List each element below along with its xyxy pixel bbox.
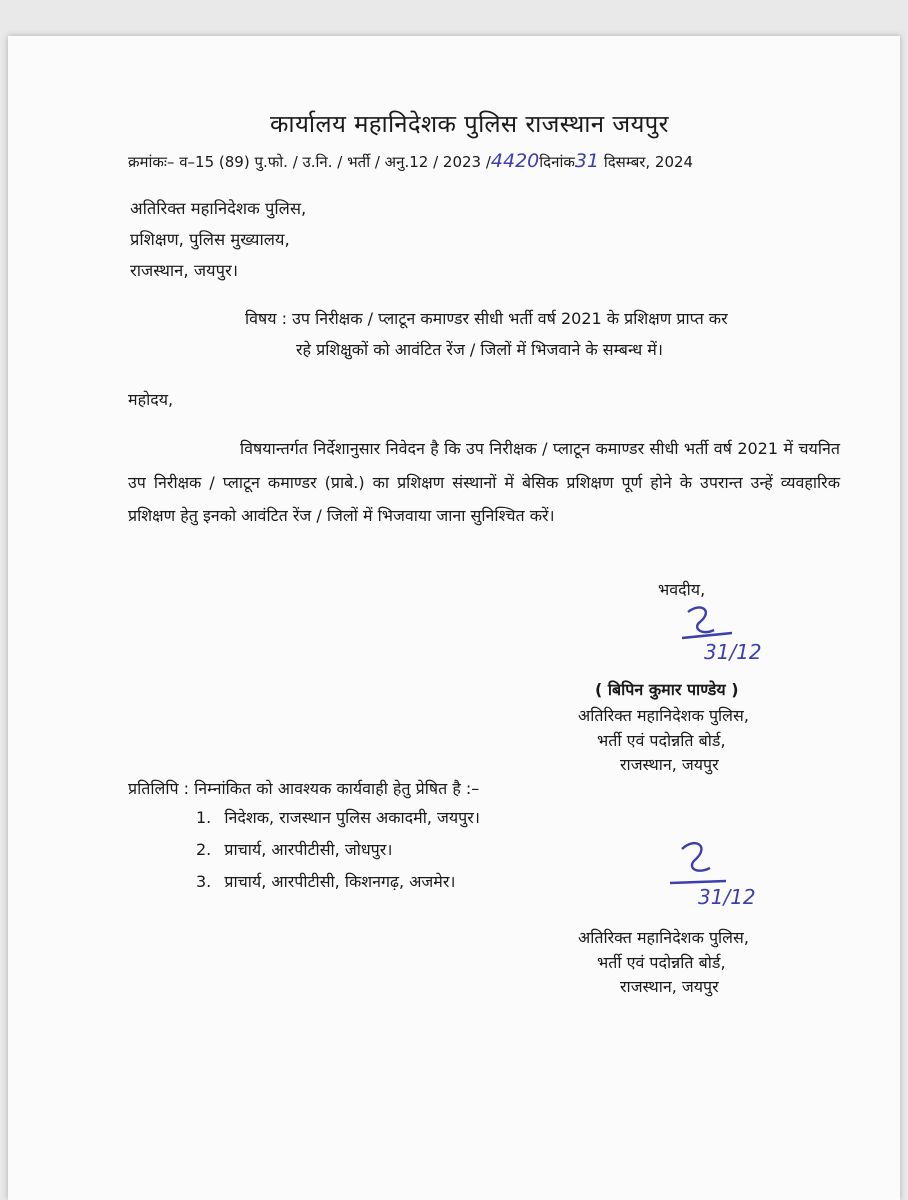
signature-date-2: 31/12 [698,885,756,909]
date-rest: दिसम्बर, 2024 [603,153,694,171]
copy-to-item [196,838,392,860]
body-paragraph: विषयान्तर्गत निर्देशानुसार निवेदन है कि उप निरीक्षक / प्लाटून कमाण्डर सीधी भर्ती वर्ष 2021 में चयनित उप निरीक्षक / प्लाटून कमाण्डर (प्राबे.) का प्रशिक्षण संस्थानों में बेसिक प्रशिक्षण पूर्ण होने के उपरान्त उन्हें व्यवहारिक प्रशिक्षण हेतु इनको आवंटित रेंज / जिलों में भिजवाया जाना सुनिश्चित करें। [128,439,840,525]
copy-to-item [196,806,480,828]
copy-to-text: प्राचार्य, आरपीटीसी, किशनगढ़, अजमेर। [224,872,456,891]
copy-to-heading: प्रतिलिपि : निम्नांकित को आवश्यक कार्यवाही हेतु प्रेषित है :– [128,779,480,798]
copy-to-text: प्राचार्य, आरपीटीसी, जोधपुर। [224,840,393,859]
signature-date-1: 31/12 [704,640,762,664]
copy-to-number: 1. [196,808,212,827]
signatory-2-designation: अतिरिक्त महानिदेशक पुलिस, [578,928,749,947]
copy-to-item [196,870,455,892]
date-label: दिनांक [539,153,575,171]
signatory-2-designation: भर्ती एवं पदोन्नति बोर्ड, [597,953,726,972]
copy-to-number: 2. [196,840,212,859]
date-day-handwritten: 31 [574,150,600,172]
reference-prefix: क्रमांकः– व–15 (89) पु.फो. / उ.नि. / भर्ती / अनु.12 / 2023 / [128,153,491,171]
signatory-designation: अतिरिक्त महानिदेशक पुलिस, [578,706,749,725]
closing: भवदीय, [658,580,706,599]
addressee-line: प्रशिक्षण, पुलिस मुख्यालय, [130,230,290,249]
reference-number-handwritten: 4420 [490,150,540,172]
signatory-name: ( बिपिन कुमार पाण्डेय ) [595,680,739,699]
salutation: महोदय, [128,390,174,409]
signatory-designation: भर्ती एवं पदोन्नति बोर्ड, [597,731,726,750]
office-title: कार्यालय महानिदेशक पुलिस राजस्थान जयपुर [270,110,669,138]
subject-line: रहे प्रशिक्षुकों को आवंटित रेंज / जिलों में भिजवाने के सम्बन्ध में। [296,340,663,359]
copy-to-number: 3. [196,872,212,891]
subject-line: विषय : उप निरीक्षक / प्लाटून कमाण्डर सीधी भर्ती वर्ष 2021 के प्रशिक्षण प्राप्त कर [245,309,728,328]
addressee-line: राजस्थान, जयपुर। [130,261,239,280]
signatory-designation: राजस्थान, जयपुर [620,755,719,774]
copy-to-text: निदेशक, राजस्थान पुलिस अकादमी, जयपुर। [224,808,480,827]
signatory-2-designation: राजस्थान, जयपुर [620,977,719,996]
reference-line [128,150,693,172]
addressee-line: अतिरिक्त महानिदेशक पुलिस, [130,199,307,218]
